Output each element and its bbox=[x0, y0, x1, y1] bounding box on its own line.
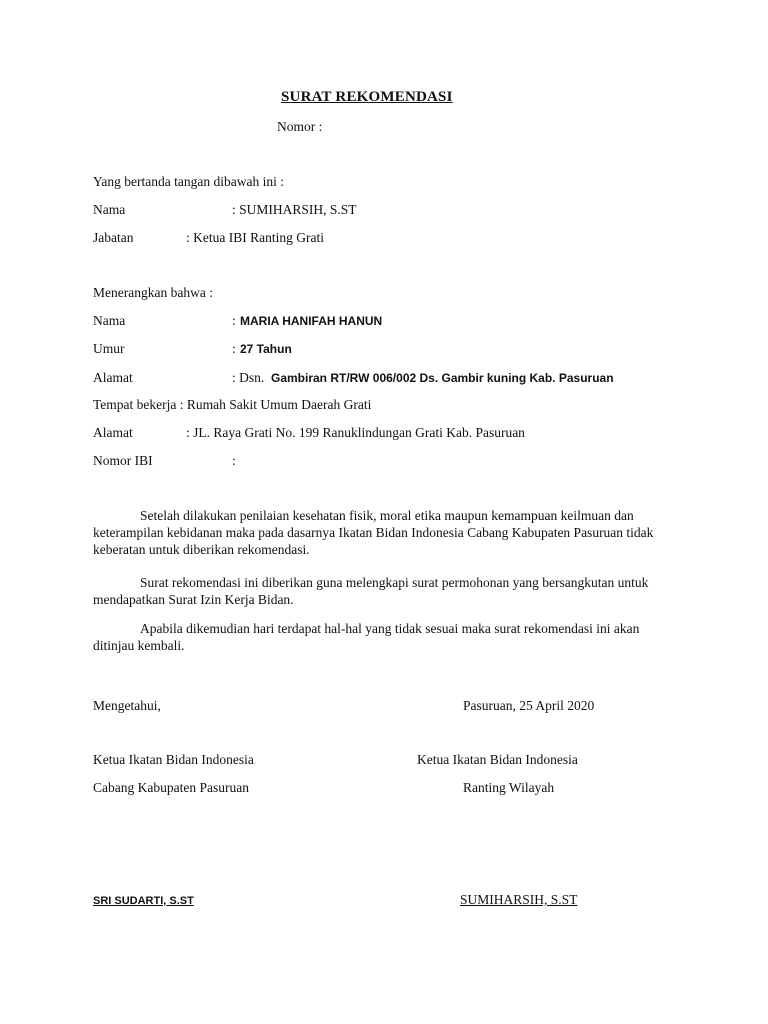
menerangkan-text: Menerangkan bahwa : bbox=[93, 285, 213, 300]
subject-umur-value: 27 Tahun bbox=[240, 342, 292, 356]
paragraph-3 bbox=[93, 620, 663, 654]
signer-jabatan-value: : Ketua IBI Ranting Grati bbox=[186, 230, 324, 245]
subject-alamat2-label: Alamat bbox=[93, 425, 133, 440]
subject-alamat-prefix: : Dsn. bbox=[232, 370, 265, 385]
subject-umur-label: Umur bbox=[93, 341, 125, 356]
left-signer-title-2: Cabang Kabupaten Pasuruan bbox=[93, 780, 249, 795]
subject-alamat-value: Gambiran RT/RW 006/002 Ds. Gambir kuning Kab. Pasuruan bbox=[271, 371, 614, 385]
paragraph-3-text: Apabila dikemudian hari terdapat hal-hal yang tidak sesuai maka surat rekomendasi ini akan ditinjau kembali. bbox=[93, 621, 640, 653]
paragraph-1-text: Setelah dilakukan penilaian kesehatan fisik, moral etika maupun kemampuan keilmuan dan keterampilan kebidanan maka pada dasarnya Ikatan Bidan Indonesia Cabang Kabupaten Pasuruan tidak keberatan untuk diberikan rekomendasi. bbox=[93, 508, 654, 557]
nomor-ibi-colon: : bbox=[232, 453, 236, 468]
mengetahui-text: Mengetahui, bbox=[93, 698, 161, 713]
left-signer-title-1: Ketua Ikatan Bidan Indonesia bbox=[93, 752, 254, 767]
left-signer-name: SRI SUDARTI, S.ST bbox=[93, 895, 194, 907]
paragraph-2-text: Surat rekomendasi ini diberikan guna melengkapi surat permohonan yang bersangkutan untuk mendapatkan Surat Izin Kerja Bidan. bbox=[93, 575, 649, 607]
right-signer-name: SUMIHARSIH, S.ST bbox=[460, 892, 578, 907]
signer-nama-value: : SUMIHARSIH, S.ST bbox=[232, 202, 357, 217]
subject-nama-label: Nama bbox=[93, 313, 126, 328]
subject-alamat-label: Alamat bbox=[93, 370, 133, 385]
paragraph-1 bbox=[93, 507, 663, 558]
intro-text: Yang bertanda tangan dibawah ini : bbox=[93, 174, 284, 189]
nomor-ibi-label: Nomor IBI bbox=[93, 453, 153, 468]
tempat-bekerja-line: Tempat bekerja : Rumah Sakit Umum Daerah Grati bbox=[93, 397, 372, 412]
signer-nama-label: Nama bbox=[93, 202, 126, 217]
right-signer-title-1: Ketua Ikatan Bidan Indonesia bbox=[417, 752, 578, 767]
subject-umur-colon: : bbox=[232, 341, 236, 356]
subject-nama-value: MARIA HANIFAH HANUN bbox=[240, 314, 383, 328]
right-signer-title-2: Ranting Wilayah bbox=[463, 780, 555, 795]
paragraph-2 bbox=[93, 574, 663, 608]
signer-jabatan-label: Jabatan bbox=[93, 230, 134, 245]
subject-alamat2-value: : JL. Raya Grati No. 199 Ranuklindungan Grati Kab. Pasuruan bbox=[186, 425, 525, 440]
document-title: SURAT REKOMENDASI bbox=[281, 89, 453, 105]
nomor-label: Nomor : bbox=[277, 119, 323, 134]
subject-nama-colon: : bbox=[232, 313, 236, 328]
place-date: Pasuruan, 25 April 2020 bbox=[463, 698, 595, 713]
